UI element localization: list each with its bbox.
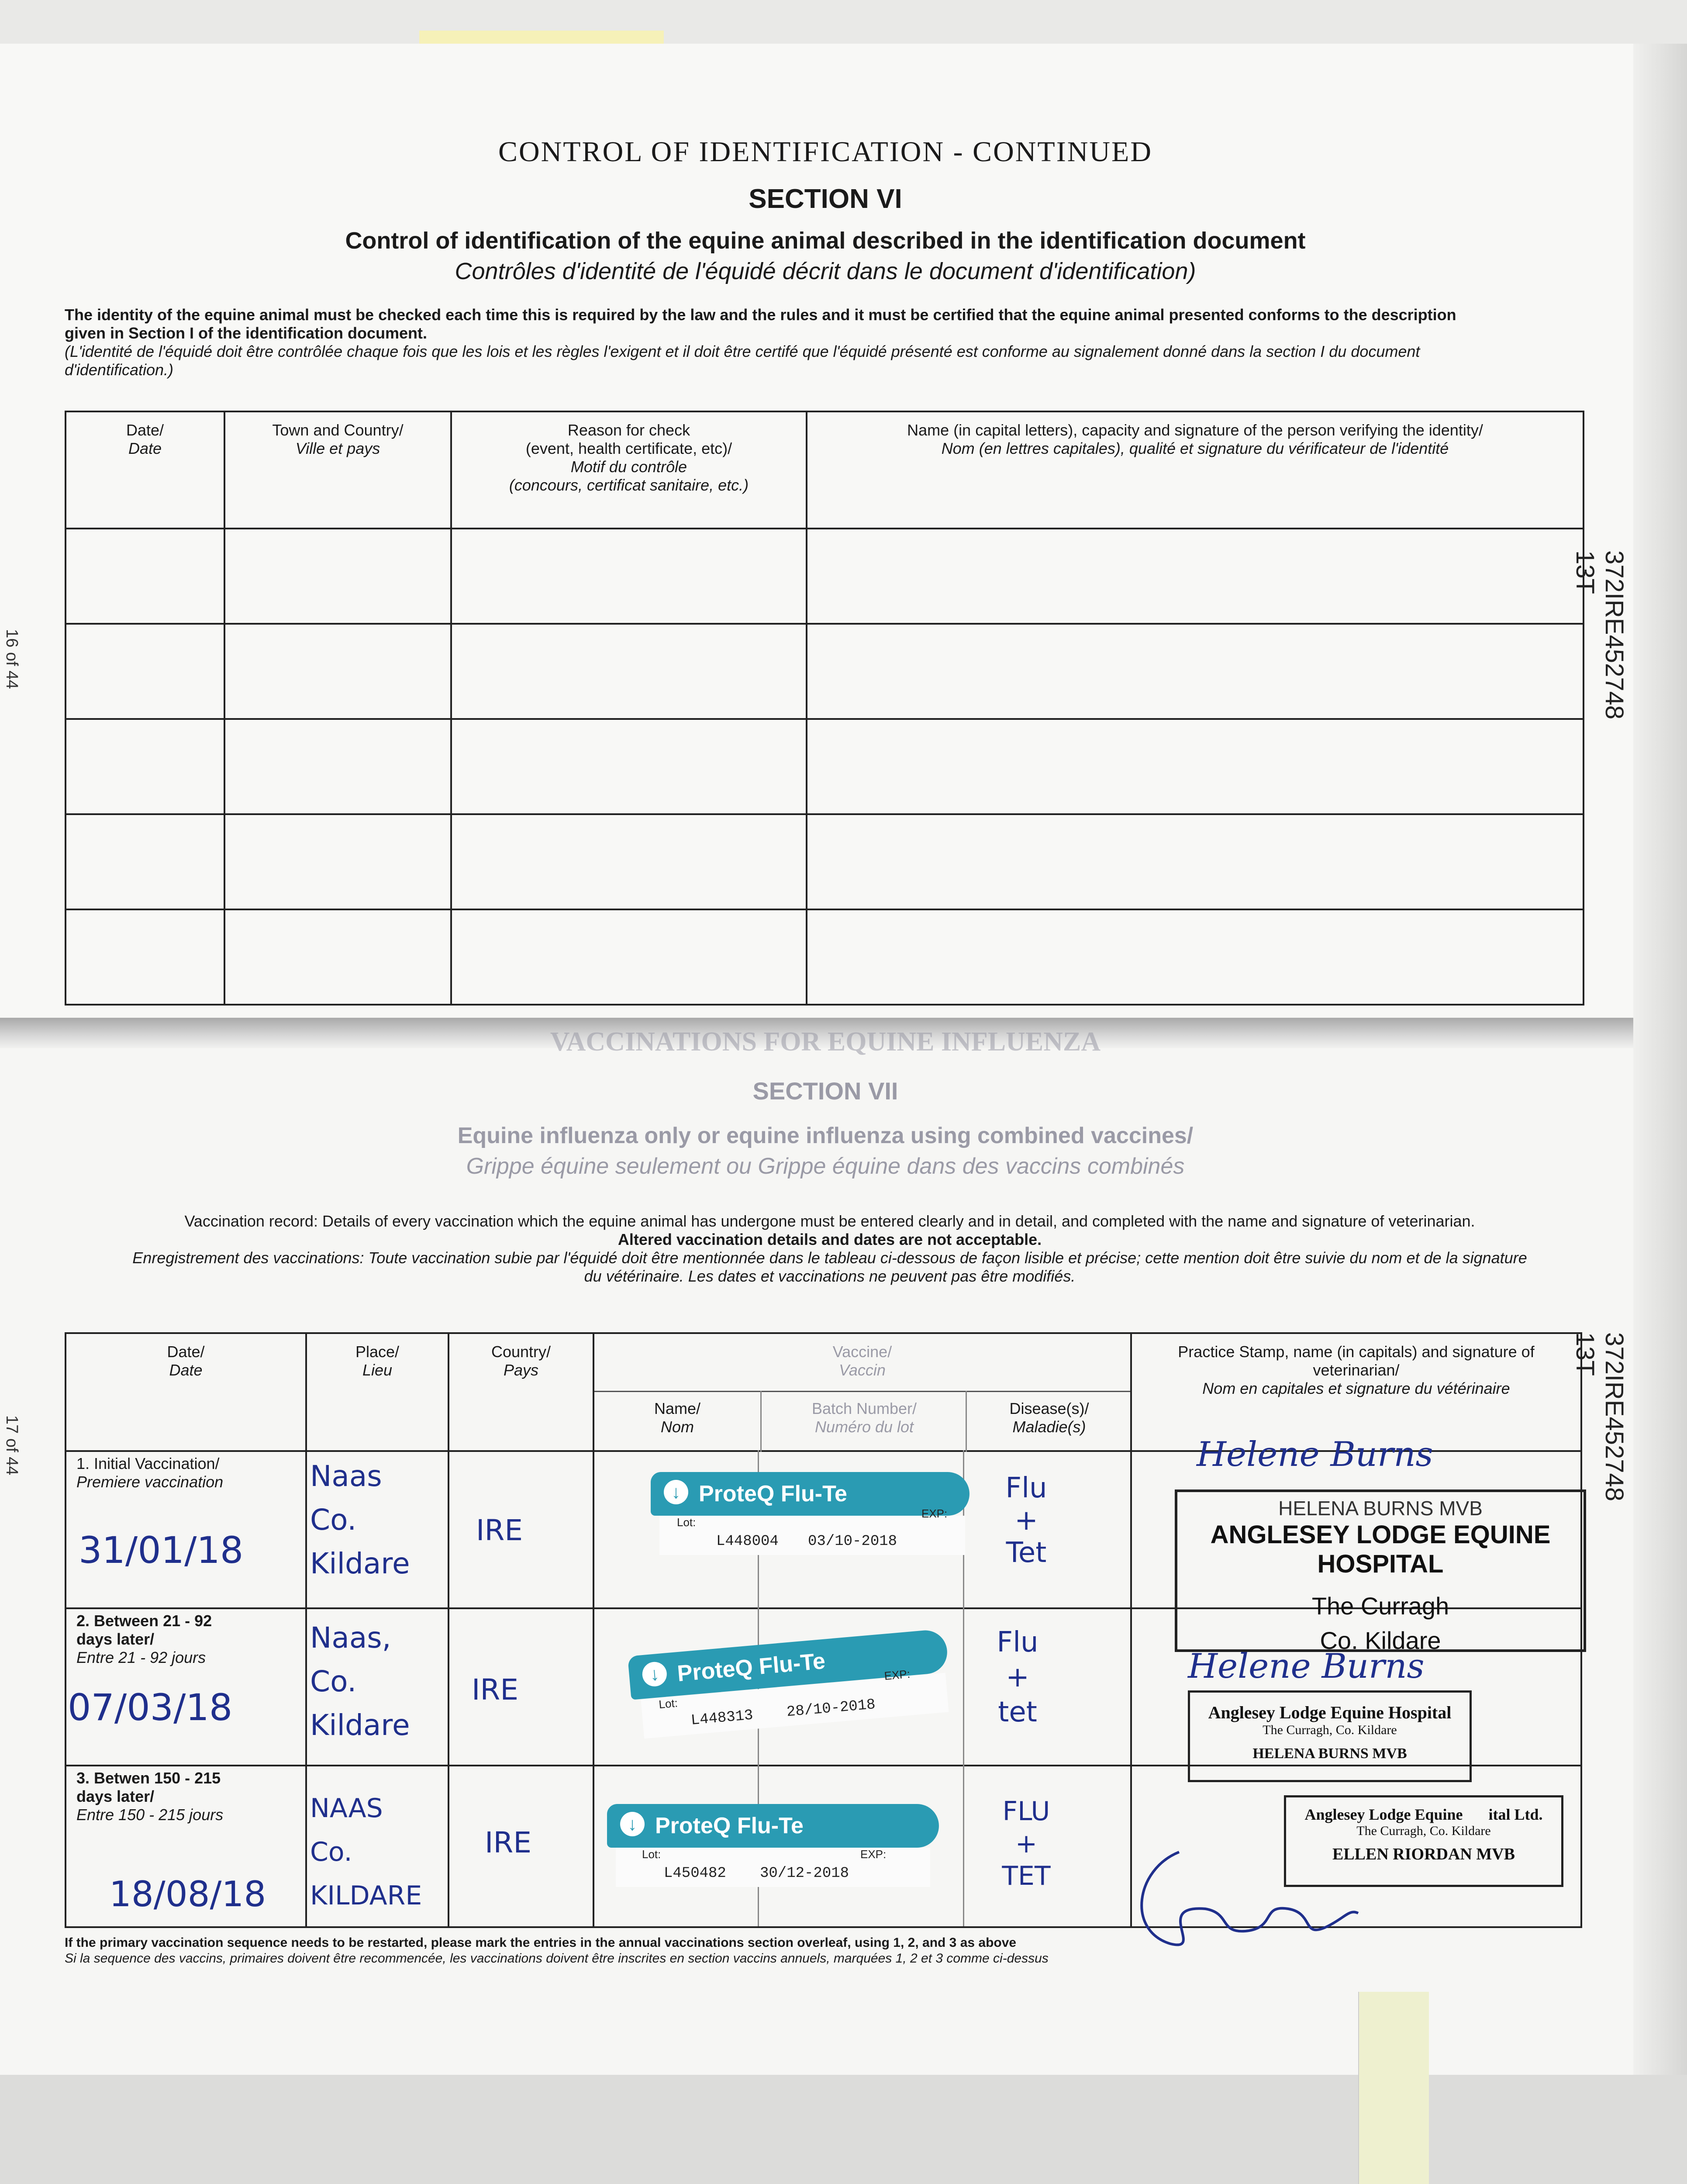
cell-reason[interactable] bbox=[451, 624, 807, 719]
col-label: (event, health certificate, etc)/ bbox=[525, 439, 732, 457]
handwritten-date: 07/03/18 bbox=[68, 1686, 233, 1729]
lot-sticker bbox=[616, 1848, 930, 1887]
vet-signature: Helene Burns bbox=[1197, 1435, 1433, 1474]
handwritten-disease bbox=[983, 1472, 1070, 1569]
id-number: 372IRE452748 13T bbox=[1571, 1332, 1628, 1501]
col-label: Name/ bbox=[654, 1400, 701, 1417]
section-title-fr: Contrôles d'identité de l'équidé décrit dans le document d'identification) bbox=[455, 258, 1196, 284]
section-heading: SECTION VII bbox=[752, 1077, 898, 1105]
cell-verifier[interactable] bbox=[807, 719, 1584, 814]
col-label-fr: Numéro du lot bbox=[814, 1418, 914, 1436]
stamp-vet-name: HELENA BURNS MVB bbox=[1278, 1497, 1483, 1520]
col-country bbox=[448, 1333, 593, 1451]
col-label: veterinarian/ bbox=[1313, 1361, 1400, 1379]
handwritten-place bbox=[310, 1787, 422, 1918]
cell-verifier[interactable] bbox=[807, 814, 1584, 909]
col-label-fr: Pays bbox=[503, 1361, 539, 1379]
proteq-logo-icon: ↓ bbox=[620, 1812, 645, 1836]
place-line: Co. bbox=[310, 1837, 352, 1867]
col-label: Reason for check bbox=[567, 421, 690, 439]
place-line: Naas bbox=[310, 1459, 382, 1493]
lot-number: L450482 bbox=[664, 1865, 726, 1882]
row-label-fr: Premiere vaccination bbox=[76, 1473, 224, 1491]
disease-line: FLU bbox=[1002, 1796, 1050, 1827]
col-disease bbox=[966, 1391, 1132, 1452]
cell-date[interactable] bbox=[66, 624, 224, 719]
cell-verifier[interactable] bbox=[807, 624, 1584, 719]
stamp-practice bbox=[1286, 1805, 1561, 1824]
col-label: Date/ bbox=[126, 421, 164, 439]
section-title-en: Control of identification of the equine animal described in the identification document bbox=[345, 228, 1306, 254]
sticky-note-tab bbox=[1358, 1992, 1429, 2184]
identification-check-table bbox=[65, 411, 1584, 1006]
row-label bbox=[76, 1455, 223, 1491]
col-town-country bbox=[224, 411, 451, 529]
stamp-location: The Curragh, Co. Kildare bbox=[1263, 1723, 1397, 1737]
id-number: 372IRE452748 13T bbox=[1571, 550, 1628, 719]
expiry-date: 03/10-2018 bbox=[808, 1533, 897, 1550]
row-label bbox=[76, 1612, 212, 1667]
handwritten-place bbox=[310, 1455, 410, 1586]
handwritten-country: IRE bbox=[476, 1514, 523, 1547]
col-place bbox=[306, 1333, 448, 1451]
cell-date[interactable] bbox=[66, 719, 224, 814]
cell-date[interactable] bbox=[66, 814, 224, 909]
col-label-fr: Maladie(s) bbox=[1012, 1418, 1086, 1436]
vet-signature: Helene Burns bbox=[1188, 1647, 1425, 1686]
place-line: Kildare bbox=[310, 1547, 410, 1580]
row-label-fr: Entre 150 - 215 jours bbox=[76, 1806, 224, 1824]
cell-town[interactable] bbox=[224, 624, 451, 719]
exp-label: EXP: bbox=[883, 1667, 911, 1683]
cell-town[interactable] bbox=[224, 529, 451, 624]
vaccine-name: ProteQ Flu-Te bbox=[655, 1813, 804, 1838]
col-label: Name (in capital letters), capacity and signature of the person verifying the identity/ bbox=[907, 421, 1483, 439]
disease-line: Tet bbox=[1006, 1537, 1047, 1569]
exp-label: EXP: bbox=[860, 1848, 887, 1861]
vaccine-sticker bbox=[607, 1804, 939, 1848]
col-label: Country/ bbox=[491, 1343, 551, 1361]
table-row bbox=[66, 624, 1584, 719]
stamp-practice-b: ital Ltd. bbox=[1488, 1806, 1543, 1823]
stamp-location: The Curragh, Co. Kildare bbox=[1356, 1824, 1491, 1838]
record-fr-line: du vétérinaire. Les dates et vaccinations ne peuvent pas être modifiés. bbox=[584, 1267, 1076, 1285]
col-label-fr: Motif du contrôle bbox=[570, 458, 687, 476]
disease-line: Flu bbox=[1005, 1472, 1047, 1504]
col-label-fr: Date bbox=[128, 439, 162, 457]
vaccine-name: ProteQ Flu-Te bbox=[699, 1481, 847, 1507]
practice-stamp bbox=[1188, 1690, 1472, 1782]
vaccination-record-text bbox=[66, 1212, 1594, 1286]
col-label-fr: Nom bbox=[660, 1418, 694, 1436]
practice-stamp bbox=[1175, 1489, 1586, 1652]
footnote-fr: Si la sequence des vaccins, primaires doivent être recommencée, les vaccinations doivent être inscrites en section vaccins annuels, marquées 1, 2 et 3 comme ci-dessus bbox=[65, 1951, 1049, 1966]
col-label-fr: Vaccin bbox=[839, 1361, 886, 1379]
stamp-vet-name: ELLEN RIORDAN MVB bbox=[1332, 1845, 1515, 1863]
col-reason bbox=[451, 411, 807, 529]
stamp-vet-name: HELENA BURNS MVB bbox=[1252, 1745, 1407, 1762]
place-line: Co. bbox=[310, 1503, 357, 1537]
disease-line: + bbox=[1015, 1828, 1038, 1859]
place-line: KILDARE bbox=[310, 1880, 422, 1911]
cell-date[interactable] bbox=[66, 909, 224, 1005]
table-header-row bbox=[66, 411, 1584, 529]
vaccine-name: ProteQ Flu-Te bbox=[676, 1648, 827, 1687]
lot-label: Lot: bbox=[658, 1696, 679, 1711]
disease-line: TET bbox=[1002, 1861, 1051, 1891]
col-label-fr: Date bbox=[169, 1361, 203, 1379]
cell-town[interactable] bbox=[224, 719, 451, 814]
place-line: Kildare bbox=[310, 1708, 410, 1742]
table-footnote bbox=[65, 1935, 1571, 1966]
expiry-date: 30/12-2018 bbox=[760, 1865, 849, 1882]
stamp-county: Co. Kildare bbox=[1320, 1627, 1441, 1654]
cell-date[interactable] bbox=[66, 529, 224, 624]
disease-line: tet bbox=[998, 1696, 1037, 1728]
col-label: Disease(s)/ bbox=[1009, 1400, 1089, 1417]
expiry-date: 28/10-2018 bbox=[786, 1696, 876, 1721]
table-header-row bbox=[66, 1333, 1581, 1451]
cell-reason[interactable] bbox=[451, 719, 807, 814]
page-number: 16 of 44 bbox=[3, 629, 21, 689]
col-practice-stamp bbox=[1131, 1333, 1581, 1451]
disease-line: + bbox=[1006, 1661, 1029, 1693]
col-label-fr: Lieu bbox=[362, 1361, 393, 1379]
handwritten-date: 31/01/18 bbox=[79, 1529, 244, 1572]
col-label-fr: Nom (en lettres capitales), qualité et signature du vérificateur de l'identité bbox=[941, 439, 1449, 457]
scan-background bbox=[0, 2075, 1687, 2184]
col-vaccine bbox=[593, 1333, 1131, 1451]
faded-title: VACCINATIONS FOR EQUINE INFLUENZA bbox=[550, 1027, 1101, 1057]
page-title: CONTROL OF IDENTIFICATION - CONTINUED bbox=[498, 136, 1153, 168]
cell-reason[interactable] bbox=[451, 529, 807, 624]
disease-line: Flu bbox=[997, 1626, 1038, 1659]
col-label-fr: (concours, certificat sanitaire, etc.) bbox=[509, 476, 749, 494]
place-line: Co. bbox=[310, 1665, 357, 1698]
row-label bbox=[76, 1769, 223, 1824]
handwritten-disease bbox=[983, 1795, 1070, 1892]
intro-text bbox=[65, 306, 1576, 379]
cell-reason[interactable] bbox=[451, 909, 807, 1005]
page-edge bbox=[1633, 44, 1687, 2075]
lot-number: L448313 bbox=[690, 1707, 754, 1729]
cell-verifier[interactable] bbox=[807, 529, 1584, 624]
lot-label: Lot: bbox=[677, 1516, 696, 1529]
section-title-fr: Grippe équine seulement ou Grippe équine dans des vaccins combinés bbox=[466, 1154, 1185, 1179]
page-number: 17 of 44 bbox=[3, 1415, 21, 1476]
cell-town[interactable] bbox=[224, 814, 451, 909]
col-date bbox=[66, 411, 224, 529]
row-label-en: 3. Betwen 150 - 215 bbox=[76, 1769, 221, 1787]
col-label: Vaccine/ bbox=[832, 1343, 892, 1361]
footnote-en: If the primary vaccination sequence needs to be restarted, please mark the entries in the annual vaccinations section overleaf, using 1, 2, and 3 as above bbox=[65, 1935, 1017, 1950]
table-row bbox=[66, 814, 1584, 909]
col-vaccine-name bbox=[594, 1391, 760, 1436]
place-line: Naas, bbox=[310, 1621, 391, 1655]
disease-line: + bbox=[1014, 1504, 1038, 1537]
col-batch bbox=[760, 1391, 967, 1452]
handwritten-country: IRE bbox=[485, 1826, 532, 1859]
proteq-logo-icon: ↓ bbox=[664, 1480, 688, 1504]
lot-number: L448004 bbox=[716, 1533, 779, 1550]
handwritten-date: 18/08/18 bbox=[109, 1874, 266, 1914]
cell-verifier[interactable] bbox=[807, 909, 1584, 1005]
stamp-practice-a: Anglesey Lodge Equine bbox=[1304, 1806, 1463, 1823]
col-label: Town and Country/ bbox=[272, 421, 404, 439]
stamp-practice: Anglesey Lodge Equine Hospital bbox=[1208, 1703, 1452, 1722]
table-row bbox=[66, 909, 1584, 1005]
handwritten-country: IRE bbox=[472, 1673, 519, 1707]
table-row bbox=[66, 719, 1584, 814]
lot-sticker bbox=[659, 1507, 965, 1555]
proteq-logo-icon: ↓ bbox=[641, 1661, 668, 1687]
row-label-en: 1. Initial Vaccination/ bbox=[76, 1455, 220, 1472]
intro-en-line: The identity of the equine animal must be checked each time this is required by the law and the rules and it must be certified that the equine animal presented conforms to the description bbox=[65, 306, 1456, 324]
col-date bbox=[66, 1333, 306, 1451]
record-en-line: Altered vaccination details and dates are not acceptable. bbox=[618, 1230, 1042, 1248]
row-label-en: days later/ bbox=[76, 1630, 155, 1648]
intro-fr-line: d'identification.) bbox=[65, 361, 174, 379]
row-label-en: 2. Between 21 - 92 bbox=[76, 1612, 212, 1630]
cell-reason[interactable] bbox=[451, 814, 807, 909]
record-en-line: Vaccination record: Details of every vaccination which the equine animal has undergone must be entered clearly and in detail, and completed with the name and signature of veterinarian. bbox=[184, 1212, 1475, 1230]
place-line: NAAS bbox=[310, 1793, 383, 1824]
section-title-en: Equine influenza only or equine influenza using combined vaccines/ bbox=[457, 1123, 1194, 1148]
table-row bbox=[66, 529, 1584, 624]
col-label: Date/ bbox=[167, 1343, 205, 1361]
exp-label: EXP: bbox=[921, 1507, 948, 1520]
intro-en-line: given in Section I of the identification document. bbox=[65, 324, 428, 342]
lot-label: Lot: bbox=[642, 1848, 661, 1861]
col-verifier bbox=[807, 411, 1584, 529]
col-label-fr: Ville et pays bbox=[295, 439, 380, 457]
row-2-country[interactable] bbox=[448, 1608, 593, 1766]
cell-town[interactable] bbox=[224, 909, 451, 1005]
vaccine-header bbox=[594, 1334, 1130, 1379]
record-fr-line: Enregistrement des vaccinations: Toute vaccination subie par l'équidé doit être mentionnée dans le tableau ci-dessous de façon lisible et précise; cette mention doit être suivie du nom et de la signature bbox=[132, 1249, 1527, 1267]
col-label-fr: Nom en capitales et signature du vétérinaire bbox=[1202, 1379, 1510, 1397]
col-label: Practice Stamp, name (in capitals) and signature of bbox=[1178, 1343, 1535, 1361]
section-heading: SECTION VI bbox=[749, 184, 902, 214]
intro-fr-line: (L'identité de l'équidé doit être contrôlée chaque fois que les lois et les règles l'exigent et il doit être certifé que l'équidé présenté est conforme au signalement donné dans la section I du document bbox=[65, 342, 1420, 360]
row-label-en: days later/ bbox=[76, 1787, 155, 1805]
handwritten-place bbox=[310, 1616, 410, 1747]
col-label: Place/ bbox=[355, 1343, 400, 1361]
stamp-location: The Curragh bbox=[1311, 1592, 1449, 1620]
stamp-practice: ANGLESEY LODGE EQUINE HOSPITAL bbox=[1210, 1521, 1551, 1578]
handwritten-disease bbox=[974, 1625, 1061, 1730]
col-label: Batch Number/ bbox=[811, 1400, 917, 1417]
row-label-fr: Entre 21 - 92 jours bbox=[76, 1648, 206, 1666]
